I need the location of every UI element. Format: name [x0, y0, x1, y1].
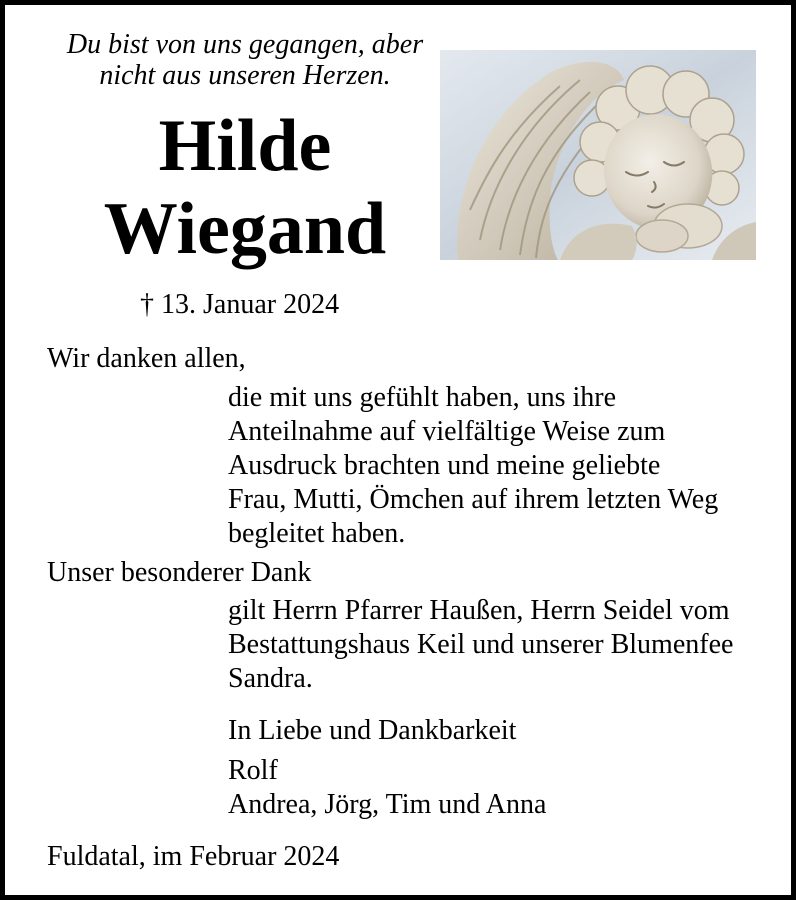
thanks-line: die mit uns gefühlt haben, uns ihre: [228, 382, 617, 413]
angel-statue-icon: [440, 50, 756, 260]
special-thanks-line: gilt Herrn Pfarrer Haußen, Herrn Seidel vom: [228, 595, 730, 626]
thanks-text: [228, 381, 718, 551]
motto-line-1: Du bist von uns gegangen, aber: [66, 29, 424, 60]
deceased-name: [45, 105, 445, 271]
motto: [45, 29, 445, 91]
signatory: Rolf: [228, 755, 278, 786]
closing-phrase: In Liebe und Dankbarkeit: [228, 715, 517, 746]
thanks-line: Ausdruck brachten und meine geliebte: [228, 450, 661, 481]
special-thanks-line: Bestattungshaus Keil und unserer Blumenfee: [228, 629, 734, 660]
thanks-intro: Wir danken allen,: [47, 343, 246, 374]
death-date: † 13. Januar 2024: [140, 289, 340, 320]
motto-line-2: nicht aus unseren Herzen.: [99, 60, 391, 91]
place-and-date: Fuldatal, im Februar 2024: [47, 841, 340, 872]
first-name: Hilde: [158, 105, 332, 187]
special-thanks-intro: Unser besonderer Dank: [47, 557, 312, 588]
special-thanks-text: [228, 594, 733, 696]
thanks-line: Frau, Mutti, Ömchen auf ihrem letzten Weg: [228, 484, 719, 515]
special-thanks-line: Sandra.: [228, 663, 313, 694]
thanks-line: Anteilnahme auf vielfältige Weise zum: [228, 416, 666, 447]
signatory: Andrea, Jörg, Tim und Anna: [228, 789, 547, 820]
thanks-line: begleitet haben.: [228, 518, 406, 549]
signatories: [228, 754, 546, 822]
last-name: Wiegand: [103, 188, 387, 270]
angel-photo: [440, 50, 756, 260]
